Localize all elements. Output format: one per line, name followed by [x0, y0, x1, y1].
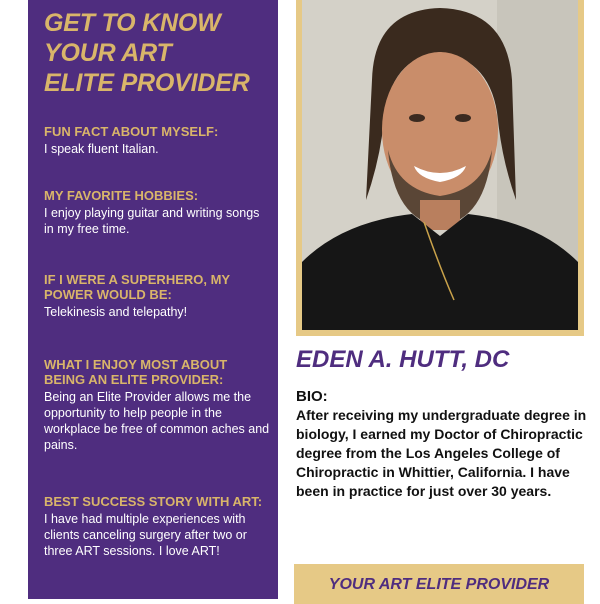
- bio-text: After receiving my undergraduate degree in biology, I earned my Doctor of Chiropractic degree from the Los Angeles College of Chiropractic in Whittier, California. I have been in practice for just over 30 years.: [296, 407, 587, 499]
- fact-answer: I have had multiple experiences with clients canceling surgery after two or three ART sessions. I love ART!: [44, 512, 247, 558]
- fact-answer: Telekinesis and telepathy!: [44, 305, 188, 319]
- profile-panel: [28, 0, 278, 599]
- provider-name: EDEN A. HUTT, DC: [296, 346, 510, 373]
- fact-fun-fact: [44, 124, 270, 157]
- fact-question: IF I WERE A SUPERHERO, MY POWER WOULD BE:: [44, 272, 230, 302]
- fact-success-story: [44, 494, 270, 559]
- headline-line-3: ELITE PROVIDER: [44, 69, 250, 97]
- fact-question: WHAT I ENJOY MOST ABOUT BEING AN ELITE PROVIDER:: [44, 357, 228, 387]
- fact-superhero: [44, 272, 270, 320]
- fact-enjoy-most: [44, 357, 270, 453]
- fact-question: FUN FACT ABOUT MYSELF:: [44, 124, 219, 139]
- portrait-illustration: [302, 0, 578, 330]
- footer-banner: [294, 564, 584, 604]
- fact-answer: Being an Elite Provider allows me the opportunity to help people in the workplace be free of common aches and pains.: [44, 390, 270, 452]
- headline-line-1: GET TO KNOW: [44, 9, 221, 37]
- fact-hobbies: [44, 188, 270, 237]
- provider-photo: [302, 0, 578, 330]
- headline-line-2: YOUR ART: [44, 39, 172, 67]
- bio-label: BIO:: [296, 388, 328, 405]
- headline: [44, 8, 262, 98]
- banner-text: YOUR ART ELITE PROVIDER: [328, 576, 550, 593]
- fact-answer: I enjoy playing guitar and writing songs in my free time.: [44, 206, 260, 236]
- fact-question: BEST SUCCESS STORY WITH ART:: [44, 494, 263, 509]
- fact-answer: I speak fluent Italian.: [44, 142, 159, 156]
- photo-frame: [296, 0, 584, 336]
- fact-question: MY FAVORITE HOBBIES:: [44, 188, 199, 203]
